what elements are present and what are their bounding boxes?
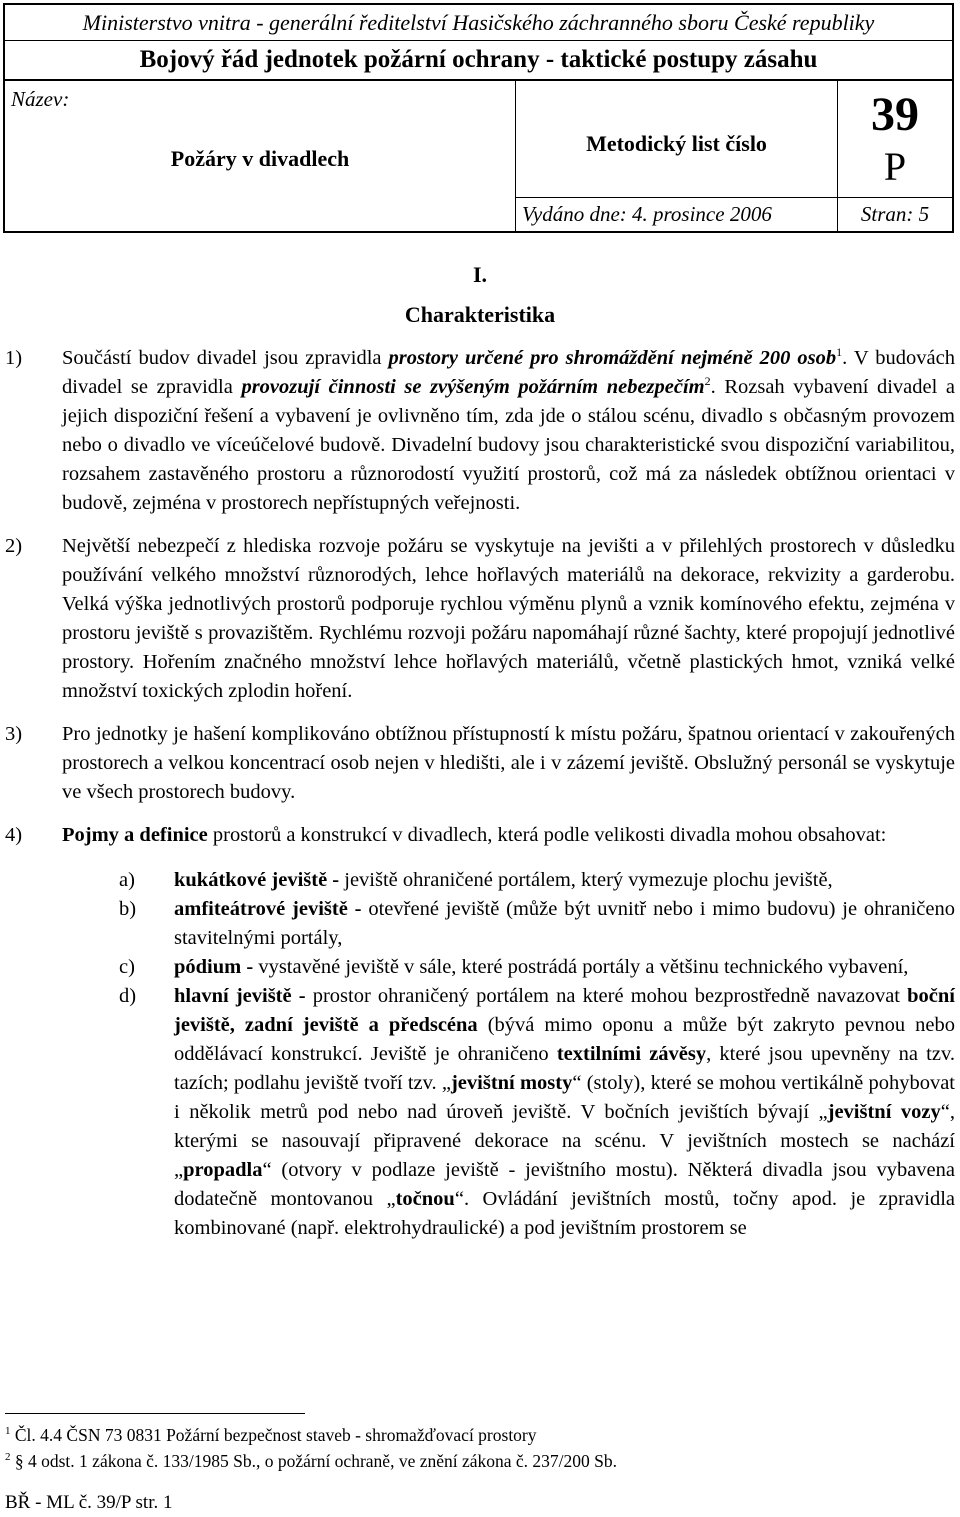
text-run: . V budovách divadel se zpravidla: [62, 347, 955, 398]
footnote-text: Čl. 4.4 ČSN 73 0831 Požární bezpečnost staveb - shromažďovací prostory: [10, 1425, 537, 1445]
text-run: Pro jednotky je hašení komplikováno obtížnou přístupností k místu požáru, špatnou orientací v zakouřených prostorech a velkou koncentrací osob nejen v hledišti, ale i v zázemí jeviště. Obslužný personál se vyskytuje ve všech prostorech budovy.: [62, 723, 955, 803]
emphasis: točnou: [395, 1188, 455, 1210]
paragraph-number: 4): [5, 824, 23, 846]
text-run: vystavěné jeviště v sále, které postrádá portály a většinu technického vybavení,: [253, 956, 909, 978]
text-run: prostorů a konstrukcí v divadlech, která podle velikosti divadla mohou obsahovat:: [207, 824, 887, 846]
text-run: “, kterými se nasouvají připravené dekorace na scénu. V jevištních mostech se nachází „: [174, 1101, 955, 1181]
emphasis: prostory určené pro shromáždění nejméně 200 osob: [388, 347, 837, 369]
text-run: jeviště ohraničené portálem, který vymezuje plochu jeviště,: [339, 869, 833, 891]
body-text: [5, 344, 955, 1257]
sheet-label-cell: [516, 81, 838, 198]
text-run: “ (otvory v podlaze jeviště - jevištního mostu). Některá divadla jsou vybavena dodatečně montovanou „: [174, 1159, 955, 1210]
paragraph-4: [5, 821, 955, 1243]
sheet-number-cell: [838, 81, 952, 198]
text-run: “. Ovládání jevištních mostů, točny apod. je zpravidla kombinované (např. elektrohydraulické) a pod jevištním prostorem se: [174, 1188, 955, 1239]
definition-a: [62, 866, 955, 895]
emphasis: boční jeviště, zadní jeviště a předscéna: [174, 985, 955, 1036]
emphasis: propadla: [183, 1159, 263, 1181]
section-number: I.: [472, 262, 488, 287]
emphasis: Pojmy a definice: [62, 824, 208, 846]
list-marker: c): [119, 956, 135, 978]
text-run: Součástí budov divadel jsou zpravidla: [62, 347, 389, 369]
definition-term: amfiteátrové jeviště -: [174, 898, 362, 920]
paragraph-1: [5, 344, 955, 518]
issue-date: Vydáno dne: 4. prosince 2006: [516, 198, 838, 231]
text-run: “ (stoly), které se mohou vertikálně pohybovat i několik metrů pod nebo nad úroveň jeviště. V bočních jevištích bývají „: [174, 1072, 955, 1123]
emphasis: jevištní mosty: [450, 1072, 573, 1094]
definition-term: pódium -: [174, 956, 254, 978]
page-footer: BŘ - ML č. 39/P str. 1: [5, 1492, 173, 1513]
text-run: , které jsou upevněny na tzv. tazích; podlahu jeviště tvoří tzv. „: [174, 1043, 955, 1094]
footnote-ref[interactable]: 2: [704, 374, 711, 389]
footnote-rule: [5, 1413, 305, 1414]
text-run: prostor ohraničený portálem na které mohou bezprostředně navazovat: [305, 985, 908, 1007]
footnote-2: [5, 1451, 617, 1472]
definition-term: hlavní jeviště -: [174, 985, 306, 1007]
sheet-number: 39: [871, 88, 919, 141]
text-run: (bývá mimo oponu a může být zakryto pevnou nebo oddělávací konstrukcí. Jeviště je ohraničeno: [174, 1014, 955, 1065]
emphasis: jevištní vozy: [827, 1101, 941, 1123]
definition-c: [62, 953, 955, 982]
emphasis: provozují činnosti se zvýšeným požárním nebezpečím: [241, 376, 705, 398]
list-marker: b): [119, 898, 137, 920]
paragraph-number: 2): [5, 535, 23, 557]
footnote-mark: 2: [5, 1451, 11, 1464]
definition-d: [62, 982, 955, 1243]
name-cell: [5, 81, 516, 231]
footnote-ref[interactable]: 1: [836, 345, 843, 360]
definition-b: [62, 895, 955, 953]
order-title: Bojový řád jednotek požární ochrany - taktické postupy zásahu: [5, 41, 952, 81]
text-run: Největší nebezpečí z hlediska rozvoje požáru se vyskytuje na jevišti a v přilehlých prostorech v důsledku používání velkého množství různorodých, lehce hořlavých materiálů na dekorace, rekvizity a garderobu. Velká výška jednotlivých prostorů podporuje rychlou výměnu plynů a vznik komínového efektu, zejména v prostoru jeviště s provazištěm. Rychlému rozvoji požáru napomáhají různé šachty, které propojují jednotlivé prostory. Hořením značného množství lehce hořlavých materiálů, včetně plastických hmot, vzniká velké množství toxických zplodin hoření.: [62, 535, 955, 702]
paragraph-number: 1): [5, 347, 23, 369]
page-count: Stran: 5: [860, 202, 930, 226]
paragraph-2: [5, 532, 955, 706]
footnote-mark: 1: [5, 1425, 11, 1438]
header-box: [3, 3, 954, 233]
paragraph-number: 3): [5, 723, 23, 745]
definition-list: [62, 866, 955, 1243]
section-title: Charakteristika: [404, 302, 556, 327]
list-marker: d): [119, 985, 137, 1007]
ministry-line: Ministerstvo vnitra - generální ředitelství Hasičského záchranného sboru České republiky: [5, 5, 952, 41]
definition-term: kukátkové jeviště -: [174, 869, 340, 891]
paragraph-3: [5, 720, 955, 807]
emphasis: textilními závěsy: [556, 1043, 707, 1065]
text-run: . Rozsah vybavení divadel a jejich dispoziční řešení a vybavení je ovlivněno tím, zda jde o stálou scénu, divadlo s občasným provozem nebo o divadlo ve víceúčelové budově. Divadelní budovy jsou charakteristické svou dispoziční variabilitou, rozsahem zastavěného prostoru a různorodostí využití prostorů, což má za následek obtížnou orientaci v budově, zejména v prostorech nepřístupných veřejnosti.: [62, 376, 955, 514]
footnote-text: § 4 odst. 1 zákona č. 133/1985 Sb., o požární ochraně, ve znění zákona č. 237/200 Sb.: [10, 1451, 618, 1471]
sheet-letter: P: [883, 144, 907, 189]
sheet-label: Metodický list číslo: [586, 131, 767, 156]
document-title: Požáry v divadlech: [170, 146, 350, 171]
list-marker: a): [119, 869, 135, 891]
footnote-1: [5, 1425, 537, 1446]
text-run: otevřené jeviště (může být uvnitř nebo i mimo budovu) je ohraničeno stavitelnými portály,: [174, 898, 955, 949]
name-label: Název:: [11, 87, 70, 111]
